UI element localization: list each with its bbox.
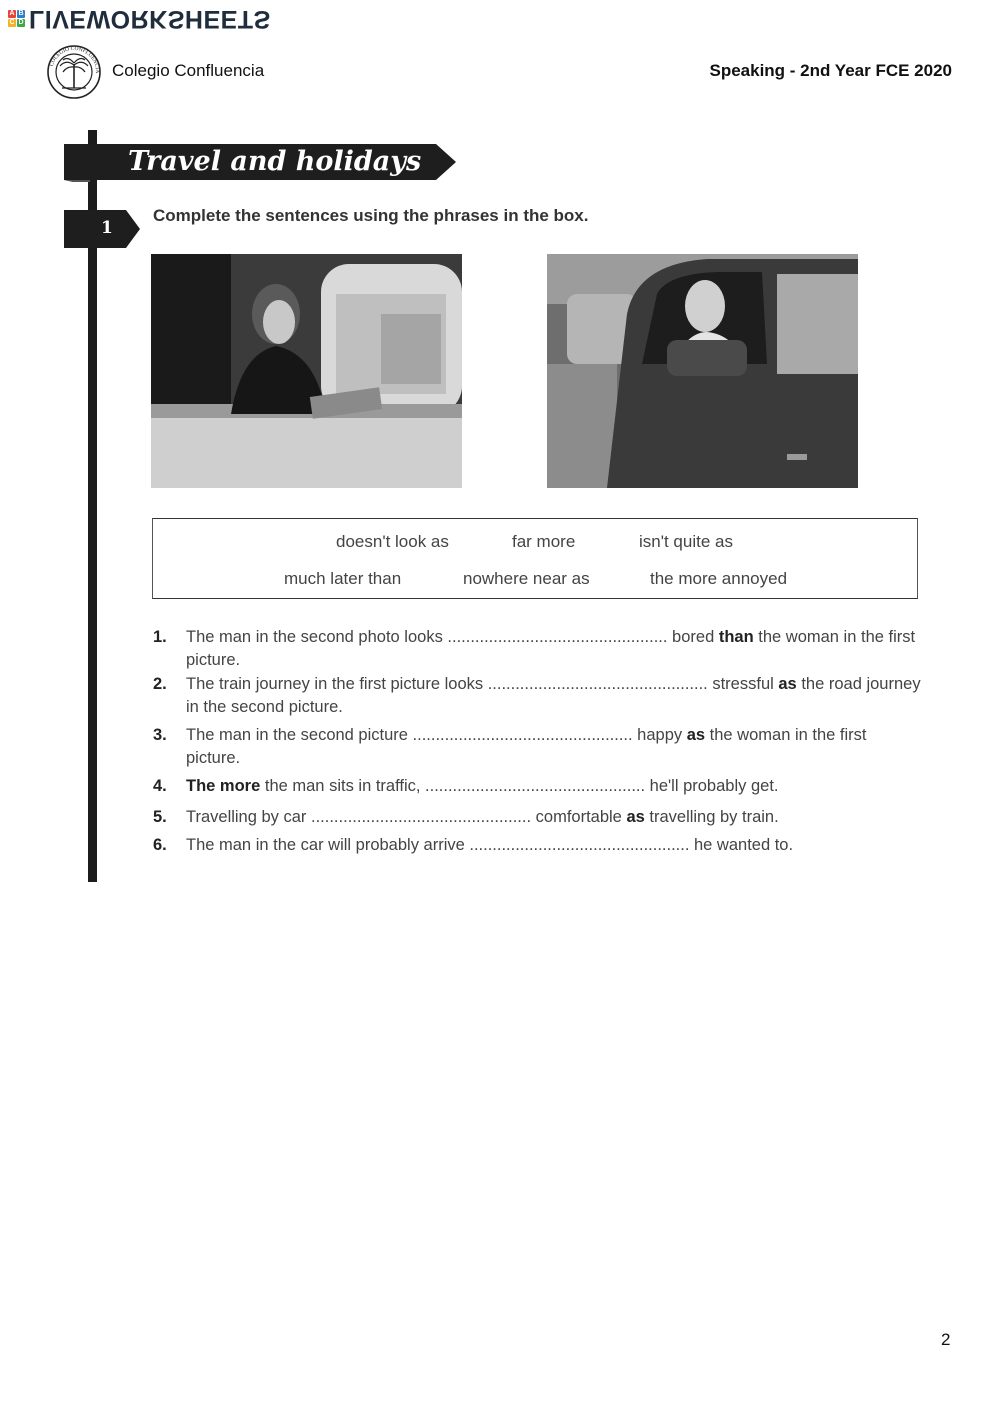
exercise-item-5: 5. Travelling by car ................................................ comfortable as travelling by train.	[153, 808, 779, 826]
course-title: Speaking - 2nd Year FCE 2020	[709, 61, 952, 80]
phrase-item: isn't quite as	[639, 532, 733, 551]
exercise-item-2: 2. The train journey in the first picture looks ................................................ stressful as the road journey in the second picture.	[153, 675, 921, 716]
exercise-number: 1	[101, 218, 113, 238]
phrase-item: nowhere near as	[463, 569, 590, 588]
phrase-item: doesn't look as	[336, 532, 449, 551]
abc-grid-icon: A B C D	[9, 10, 24, 26]
liveworksheets-logo	[8, 4, 271, 33]
exercise-item-4: 4. The more the man sits in traffic, ................................................ he'll probably get.	[153, 777, 779, 795]
exercise-item-1: 1. The man in the second photo looks ................................................ bored than the woman in the first picture.	[153, 628, 916, 669]
school-name: Colegio Confluencia	[112, 61, 265, 80]
seal-text: COLEGIO CONFLUENCIA	[48, 45, 101, 74]
page-number: 2	[941, 1330, 951, 1349]
exercise-instruction: Complete the sentences using the phrases in the box.	[153, 206, 589, 225]
car-photo	[547, 254, 858, 488]
phrase-item: much later than	[284, 569, 402, 588]
exercise-item-6: 6. The man in the car will probably arrive ................................................ he wanted to.	[153, 836, 794, 854]
exercise-item-3: 3. The man in the second picture ................................................ happy as the woman in the first picture.	[153, 726, 867, 767]
logo-text: LIVEWORKSHEETS	[29, 5, 271, 33]
phrase-item: far more	[512, 532, 576, 551]
phrase-item: the more annoyed	[650, 569, 788, 588]
section-title: Travel and holidays	[128, 146, 422, 177]
school-seal-icon	[46, 44, 102, 100]
train-photo	[151, 254, 462, 488]
